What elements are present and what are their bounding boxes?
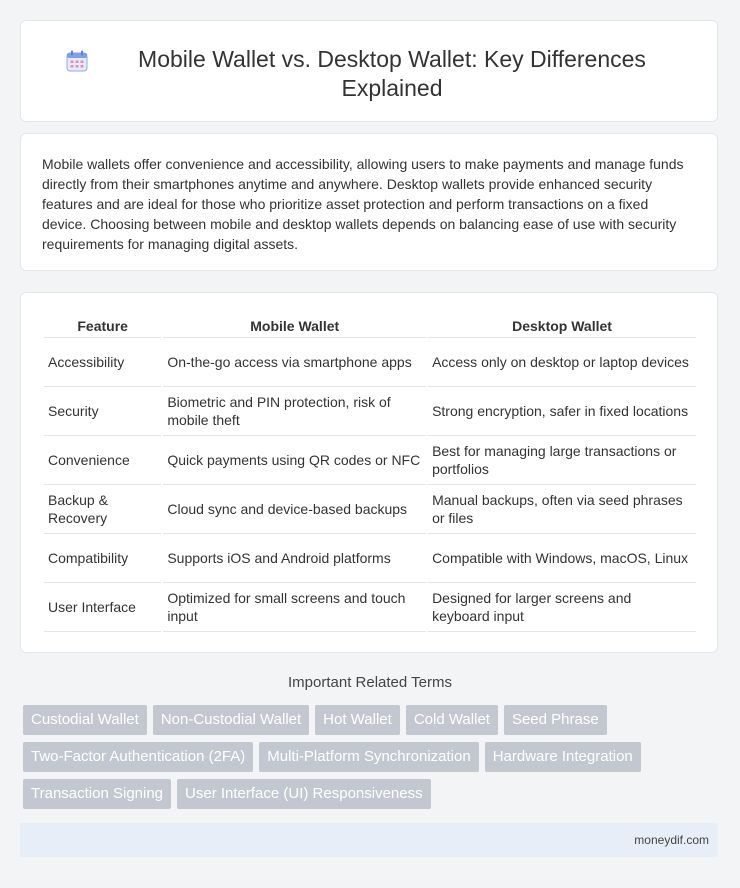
calendar-icon: [66, 50, 88, 72]
feature-cell: Backup & Recovery: [44, 485, 161, 534]
mobile-cell: Optimized for small screens and touch input: [163, 583, 426, 632]
title-card: [20, 20, 718, 122]
intro-card: [20, 133, 718, 271]
mobile-cell: Supports iOS and Android platforms: [163, 534, 426, 583]
tag-seed-phrase[interactable]: Seed Phrase: [504, 705, 607, 735]
related-terms-heading: Important Related Terms: [288, 674, 452, 691]
tag-multi-platform-synchronization[interactable]: Multi-Platform Synchronization: [259, 742, 478, 772]
table-row: [44, 338, 696, 387]
table-row: [44, 583, 696, 632]
feature-cell: Convenience: [44, 436, 161, 485]
footer-site[interactable]: moneydif.com: [634, 833, 709, 847]
mobile-cell: Quick payments using QR codes or NFC: [163, 436, 426, 485]
tag-non-custodial-wallet[interactable]: Non-Custodial Wallet: [153, 705, 309, 735]
header-feature: Feature: [44, 315, 161, 338]
table-row: [44, 485, 696, 534]
feature-cell: Compatibility: [44, 534, 161, 583]
desktop-cell: Designed for larger screens and keyboard input: [428, 583, 696, 632]
tag-cold-wallet[interactable]: Cold Wallet: [406, 705, 498, 735]
desktop-cell: Strong encryption, safer in fixed locations: [428, 387, 696, 436]
table-header-row: [44, 315, 696, 338]
tag-custodial-wallet[interactable]: Custodial Wallet: [23, 705, 147, 735]
tag-two-factor-authentication[interactable]: Two-Factor Authentication (2FA): [23, 742, 253, 772]
tag-hardware-integration[interactable]: Hardware Integration: [485, 742, 641, 772]
intro-paragraph: Mobile wallets offer convenience and accessibility, allowing users to make payments and manage funds directly from their smartphones anytime and anywhere. Desktop wallets provide enhanced security features and are ideal for those who prioritize asset protection and perform transactions on a fixed device. Choosing between mobile and desktop wallets depends on balancing ease of use with security requirements for managing digital assets.: [42, 156, 684, 252]
related-terms-list: [23, 705, 723, 809]
table-row: [44, 534, 696, 583]
desktop-cell: Access only on desktop or laptop devices: [428, 338, 696, 387]
mobile-cell: On-the-go access via smartphone apps: [163, 338, 426, 387]
header-desktop-wallet: Desktop Wallet: [428, 315, 696, 338]
table-row: [44, 436, 696, 485]
tag-transaction-signing[interactable]: Transaction Signing: [23, 779, 171, 809]
mobile-cell: Cloud sync and device-based backups: [163, 485, 426, 534]
desktop-cell: Best for managing large transactions or portfolios: [428, 436, 696, 485]
tag-hot-wallet[interactable]: Hot Wallet: [315, 705, 400, 735]
feature-cell: User Interface: [44, 583, 161, 632]
feature-cell: Security: [44, 387, 161, 436]
tag-ui-responsiveness[interactable]: User Interface (UI) Responsiveness: [177, 779, 431, 809]
comparison-card: [20, 292, 718, 653]
desktop-cell: Compatible with Windows, macOS, Linux: [428, 534, 696, 583]
table-row: [44, 387, 696, 436]
comparison-table: [42, 315, 698, 632]
mobile-cell: Biometric and PIN protection, risk of mobile theft: [163, 387, 426, 436]
header-mobile-wallet: Mobile Wallet: [163, 315, 426, 338]
feature-cell: Accessibility: [44, 338, 161, 387]
page-title: Mobile Wallet vs. Desktop Wallet: Key Differences Explained: [138, 46, 646, 101]
desktop-cell: Manual backups, often via seed phrases or files: [428, 485, 696, 534]
footer-bar: [20, 823, 718, 857]
